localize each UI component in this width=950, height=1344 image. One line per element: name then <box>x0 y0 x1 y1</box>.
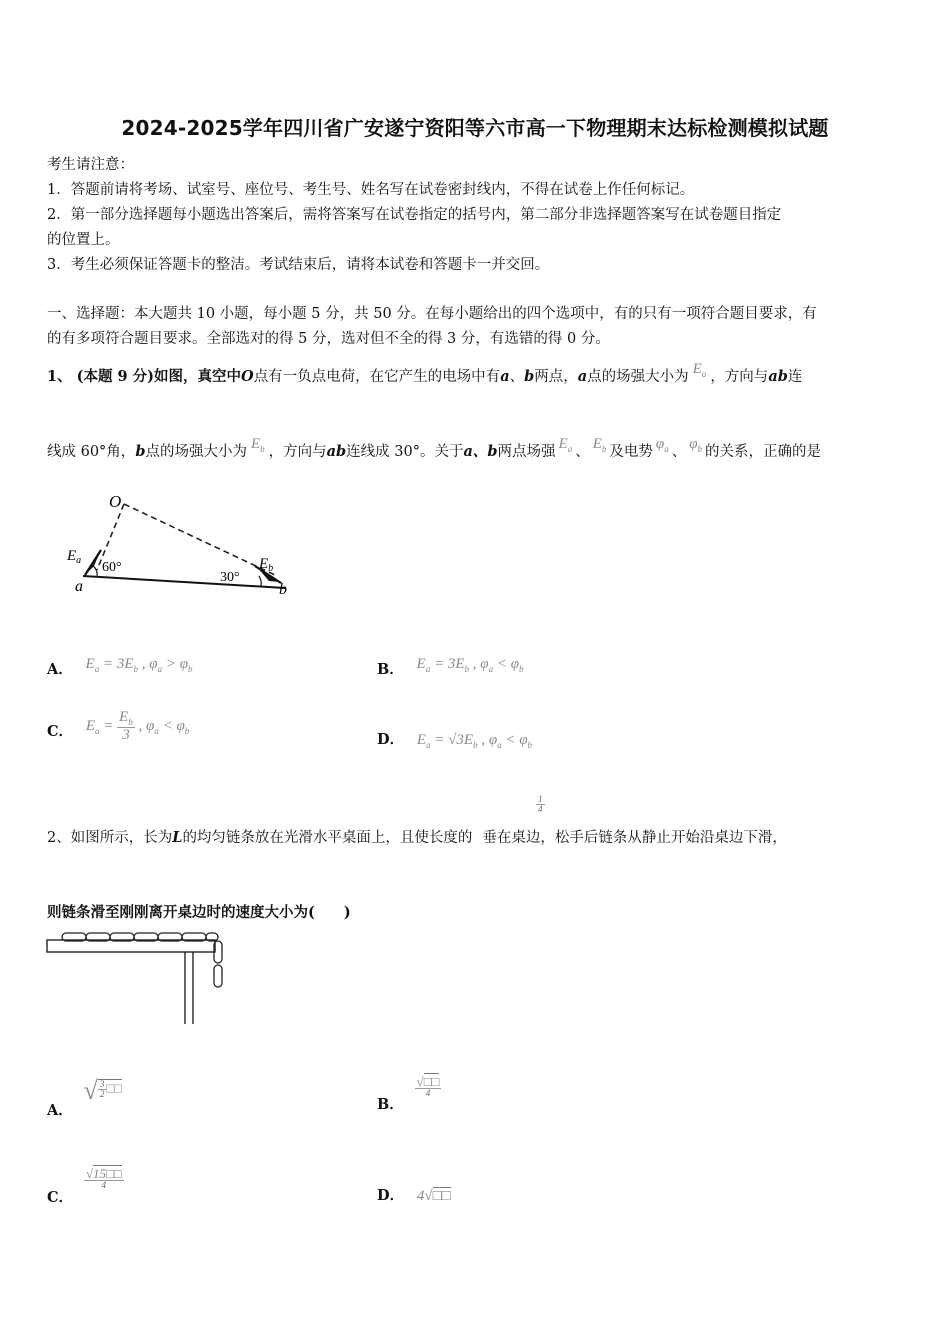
option-c-math: $E_a$ = $\frac{E_b}{3}$ , $\varphi_a < \varphi_b$ <box>85 709 190 743</box>
notice-item-2-cont: 的位置上。 <box>47 232 120 248</box>
q1-points-ab: a、b <box>463 443 498 460</box>
table-top <box>47 940 215 952</box>
notice-heading: 考生请注意： <box>47 157 134 173</box>
q1-text: 点有一负点电荷，在它产生的电场中有 <box>253 369 501 385</box>
q1-line-ab: ab <box>326 443 347 460</box>
q2-option-a[interactable] <box>47 1070 123 1119</box>
q1-text: ，方向与 <box>710 369 769 385</box>
label-eb: $E_b$ <box>259 556 274 574</box>
q1-option-a[interactable] <box>47 652 193 678</box>
q1-option-c[interactable] <box>47 710 189 743</box>
q1-line-ab: ab <box>768 368 788 385</box>
q2-option-b[interactable] <box>377 1073 441 1113</box>
q1-field-diagram <box>45 478 315 613</box>
q1-text: 的关系，正确的是 <box>705 444 821 460</box>
option-label: B． <box>377 1096 404 1113</box>
page-title: 2024-2025学年四川省广安遂宁资阳等六市高一下物理期末达标检测模拟试题 <box>121 116 829 140</box>
chain-links <box>62 933 222 987</box>
section-instructions-1: 一、选择题：本大题共 10 小题，每小题 5 分，共 50 分。在每小题给出的四个选项中，有的只有一项符合题目要求，有 <box>47 306 817 322</box>
label-ea: $E_a$ <box>67 548 82 566</box>
angle-arc-b <box>259 576 261 586</box>
option-b-math: $\frac{√□□}{4}$ <box>416 1073 440 1098</box>
q2-text: 的均匀链条放在光滑水平桌面上，且使长度的 <box>182 830 473 846</box>
label-o: O <box>109 492 122 511</box>
notice-item-2: 2．第一部分选择题每小题选出答案后，需将答案写在试卷指定的括号内，第二部分非选择题答案写在试卷题目指定 <box>47 207 782 223</box>
q1-point-b: b <box>524 368 535 385</box>
option-label: D． <box>377 731 405 748</box>
q1-text: 点的场强大小为 <box>587 369 689 385</box>
option-b-math: $E_a = 3E_b$ , $\varphi_a < \varphi_b$ <box>416 656 524 674</box>
q1-text: 1、 (本题 9 分)如图，真空中 <box>47 368 242 385</box>
q1-eb-symbol: $E_b$ <box>592 436 607 454</box>
q2-text: 垂在桌边，松手后链条从静止开始沿桌边下滑， <box>482 830 787 846</box>
option-label: C． <box>47 1189 74 1206</box>
oe-dashed-line-ob <box>124 504 275 575</box>
q1-text: 、 <box>671 444 687 460</box>
option-label: D． <box>377 1187 405 1204</box>
option-label: A． <box>47 1102 73 1119</box>
option-label: B． <box>377 661 404 678</box>
q1-text: 两点场强 <box>497 444 556 460</box>
angle-label-60: 60° <box>102 560 122 575</box>
q1-text: 两点， <box>534 369 578 385</box>
q1-text: ，方向与 <box>268 444 327 460</box>
option-label: C． <box>47 722 74 740</box>
q1-ea-symbol: $E_a$ <box>558 436 573 454</box>
q1-text: 、 <box>509 369 525 385</box>
q1-eb-symbol: $E_b$ <box>250 436 265 454</box>
label-b: b <box>279 581 287 598</box>
q1-point-o: O <box>241 368 254 385</box>
q2-length-l: L <box>172 829 183 846</box>
angle-label-30: 30° <box>220 570 240 585</box>
option-a-math: √ $\frac{3}{2}$ □□ <box>83 1076 123 1105</box>
q1-option-d[interactable] <box>377 728 532 750</box>
q2-stem-line-1 <box>47 826 787 847</box>
label-a: a <box>75 578 83 595</box>
q1-text: 点的场强大小为 <box>145 444 247 460</box>
q2-chain-table-diagram <box>45 928 235 1028</box>
q1-text: 及电势 <box>609 444 653 460</box>
q2-fraction-quarter: $\frac{1}{4}$ <box>538 793 543 814</box>
notice-item-3: 3．考生必须保证答题卡的整洁。考试结束后，请将本试卷和答题卡一并交回。 <box>47 257 550 273</box>
q1-ea-symbol: $E_a$ <box>692 361 707 379</box>
q1-point-a: a <box>577 368 588 385</box>
q1-text: 、 <box>575 444 590 460</box>
option-label: A． <box>47 661 73 678</box>
q1-stem-line-1 <box>47 361 803 387</box>
q2-stem-line-2: 则链条滑至刚刚离开桌边时的速度大小为( ) <box>47 904 351 921</box>
q2-option-d[interactable] <box>377 1184 451 1205</box>
q1-text: 连 <box>787 369 803 385</box>
q1-point-a: a <box>500 368 510 385</box>
q1-point-b: b <box>135 443 146 460</box>
q1-phi-a-symbol: $\varphi_a$ <box>655 436 669 454</box>
q1-text: 连线成 30°。关于 <box>346 444 464 460</box>
q2-option-c[interactable] <box>47 1165 124 1206</box>
q1-option-b[interactable] <box>377 652 524 678</box>
option-d-math: $E_a = √3E_b$ , $\varphi_a < \varphi_b$ <box>416 732 533 750</box>
line-ab <box>83 576 285 588</box>
q1-phi-b-symbol: $\varphi_b$ <box>689 436 702 454</box>
notice-item-1: 1．答题前请将考场、试室号、座位号、考生号、姓名写在试卷密封线内，不得在试卷上作任何标记。 <box>47 182 695 198</box>
option-c-math: $\frac{√15□□}{4}$ <box>85 1165 122 1190</box>
option-a-math: $E_a = 3E_b$ , $\varphi_a > \varphi_b$ <box>85 656 193 674</box>
section-instructions-2: 的有多项符合题目要求。全部选对的得 5 分，选对但不全的得 3 分，有选错的得 0 分。 <box>47 331 610 347</box>
q2-text: 2、如图所示，长为 <box>47 830 173 846</box>
q1-text: 线成 60°角， <box>47 444 136 460</box>
option-d-math: 4√□□ <box>416 1188 451 1204</box>
ea-vector <box>85 550 101 575</box>
q1-stem-line-2 <box>47 436 821 462</box>
